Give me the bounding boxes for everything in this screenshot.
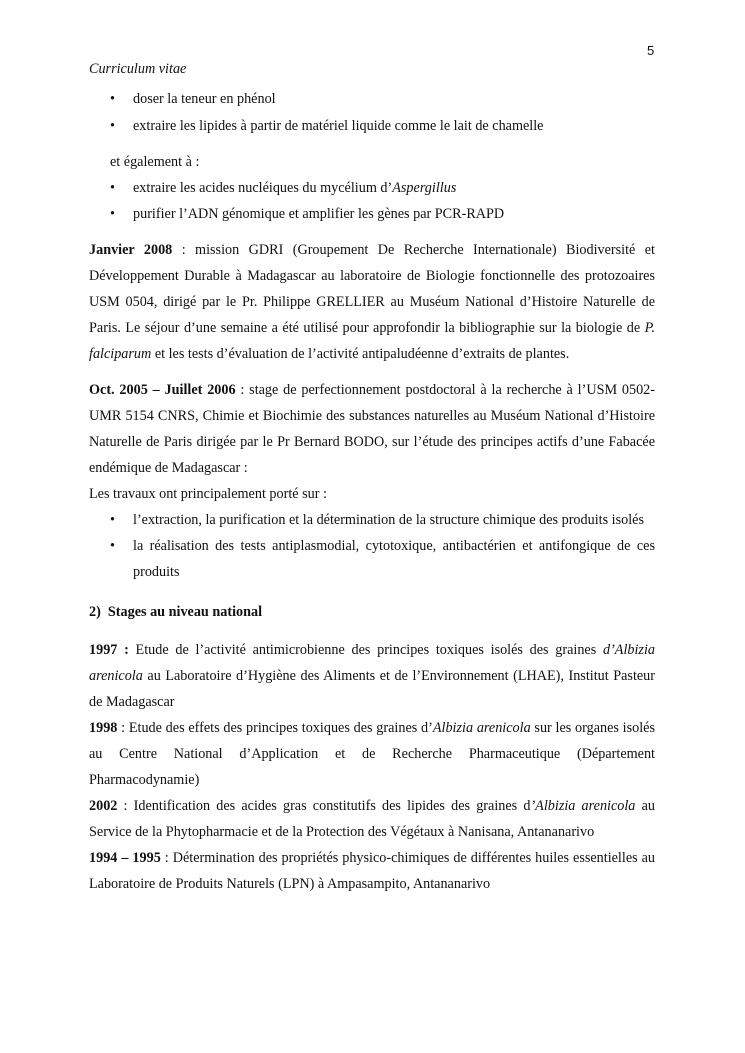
list-item bbox=[89, 175, 655, 201]
entry-date: 1994 – 1995 bbox=[89, 850, 161, 866]
entry-date: 1997 : bbox=[89, 642, 129, 658]
entry-date: Oct. 2005 – Juillet 2006 bbox=[89, 382, 236, 398]
document-body bbox=[89, 86, 655, 897]
entry-text: au Laboratoire d’Hygiène des Aliments et de l’Environnement (LHAE), Institut Pasteur de Madagascar bbox=[89, 668, 655, 710]
entry-text: sur les organes isolés au Centre National d’Application et de Recherche Pharmaceutique (Département Pharmacodynamie) bbox=[89, 720, 655, 788]
entry-oct-2005-line2: Les travaux ont principalement porté sur : bbox=[89, 486, 327, 502]
list-item: • la réalisation des tests antiplasmodial, cytotoxique, antibactérien et antifongique de ces produits bbox=[89, 533, 655, 585]
page-number: 5 bbox=[647, 43, 655, 58]
list-item-text: extraire les acides nucléiques du mycélium d’ bbox=[133, 180, 393, 196]
skills-list-b bbox=[89, 175, 655, 227]
entry-1994-1995 bbox=[89, 845, 655, 897]
entry-text: Etude de l’activité antimicrobienne des principes toxiques isolés des graines bbox=[128, 642, 603, 658]
entry-text: : stage de perfectionnement postdoctoral à la recherche à l’USM 0502-UMR 5154 CNRS, Chimie et Biochimie des substances naturelles au Muséum National d’Histoire Naturelle de Paris dirigée par le Pr Bernard BODO, sur l’étude des principes actifs d’une Fabacée endémique de Madagascar : bbox=[89, 382, 655, 476]
entry-text: : Identification des acides gras constitutifs des lipides des graines d bbox=[117, 798, 531, 814]
entry-2002 bbox=[89, 793, 655, 845]
entry-text: : Détermination des propriétés physico-chimiques de différentes huiles essentielles au Laboratoire de Produits Naturels (LPN) à Ampasampito, Antananarivo bbox=[89, 850, 656, 892]
entry-text: et les tests d’évaluation de l’activité antipaludéenne d’extraits de plantes. bbox=[151, 346, 570, 362]
entry-oct-2005 bbox=[89, 377, 655, 481]
entry-date: Janvier 2008 bbox=[89, 242, 173, 258]
entry-italic: P. falciparum bbox=[89, 320, 655, 362]
section-title: 2) Stages au niveau national bbox=[89, 604, 263, 620]
entry-italic: Albizia arenicola bbox=[432, 720, 531, 736]
header-title: Curriculum vitae bbox=[89, 61, 187, 77]
work-list bbox=[89, 507, 655, 585]
entry-1997 bbox=[89, 637, 655, 715]
list-item-italic: Aspergillus bbox=[392, 180, 457, 196]
entry-italic: ’Albizia arenicola bbox=[530, 798, 636, 814]
entry-text: : mission GDRI (Groupement De Recherche Internationale) Biodiversité et Développement Durable à Madagascar au laboratoire de Biologie fonctionnelle des protozoaires USM 0504, dirigé par le Pr. Philippe GRELLIER au Muséum National d’Histoire Naturelle de Paris. Le séjour d’une semaine a été utilisé pour approfondir la bibliographie sur la biologie de bbox=[89, 242, 655, 336]
list-item: • purifier l’ADN génomique et amplifier les gènes par PCR-RAPD bbox=[89, 201, 655, 227]
entry-janvier-2008 bbox=[89, 237, 655, 367]
entry-italic: d’Albizia arenicola bbox=[89, 642, 655, 684]
skills-list-a bbox=[89, 86, 655, 139]
entry-1998 bbox=[89, 715, 655, 793]
entry-date: 1998 bbox=[89, 720, 118, 736]
list-item: • extraire les lipides à partir de matériel liquide comme le lait de chamelle bbox=[89, 113, 655, 139]
list-item: • doser la teneur en phénol bbox=[89, 86, 655, 112]
entry-text: au Service de la Phytopharmacie et de la Protection des Végétaux à Nanisana, Antananarivo bbox=[89, 798, 655, 840]
entry-text: : Etude des effets des principes toxiques des graines d’ bbox=[117, 720, 433, 736]
also-label: et également à : bbox=[110, 154, 200, 170]
entry-date: 2002 bbox=[89, 798, 118, 814]
list-item: • l’extraction, la purification et la détermination de la structure chimique des produits isolés bbox=[89, 507, 655, 533]
